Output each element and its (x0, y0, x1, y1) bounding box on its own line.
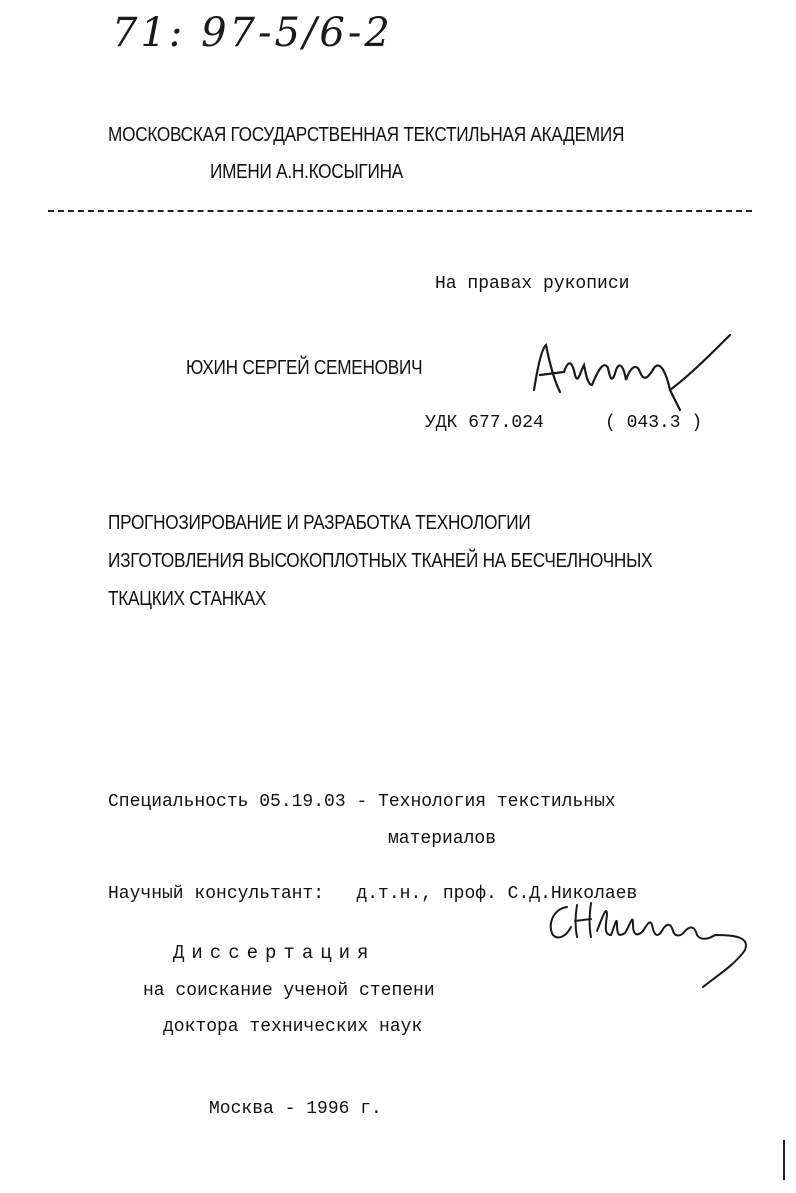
institution-line-1: МОСКОВСКАЯ ГОСУДАРСТВЕННАЯ ТЕКСТИЛЬНАЯ АКАДЕМИЯ (108, 124, 625, 146)
scientific-consultant: Научный консультант: д.т.н., проф. С.Д.Николаев (108, 884, 638, 904)
consultant-signature-icon (545, 895, 775, 995)
dissertation-line-1: на соискание ученой степени (143, 981, 435, 1001)
title-line-1: ПРОГНОЗИРОВАНИЕ И РАЗРАБОТКА ТЕХНОЛОГИИ (108, 512, 531, 534)
place-year: Москва - 1996 г. (209, 1099, 382, 1119)
title-line-2: ИЗГОТОВЛЕНИЯ ВЫСОКОПЛОТНЫХ ТКАНЕЙ НА БЕСЧЕЛНОЧНЫХ (108, 550, 653, 572)
separator-line (48, 210, 752, 212)
author-signature-icon (520, 330, 760, 420)
author-name: ЮХИН СЕРГЕЙ СЕМЕНОВИЧ (186, 357, 423, 379)
scan-edge-mark (783, 1140, 785, 1180)
dissertation-line-2: доктора технических наук (163, 1017, 423, 1037)
specialty-line-1: Специальность 05.19.03 - Технология текстильных (108, 792, 616, 812)
dissertation-heading: Диссертация (173, 942, 376, 964)
title-line-3: ТКАЦКИХ СТАНКАХ (108, 588, 267, 610)
udk-code: ( 043.3 ) (605, 413, 703, 433)
udk-label: УДК 677.024 (425, 413, 544, 433)
manuscript-rights: На правах рукописи (435, 274, 630, 294)
archive-number: 71: 97-5/6-2 (112, 10, 393, 56)
institution-line-2: ИМЕНИ А.Н.КОСЫГИНА (210, 161, 403, 183)
specialty-line-2: материалов (388, 829, 497, 849)
